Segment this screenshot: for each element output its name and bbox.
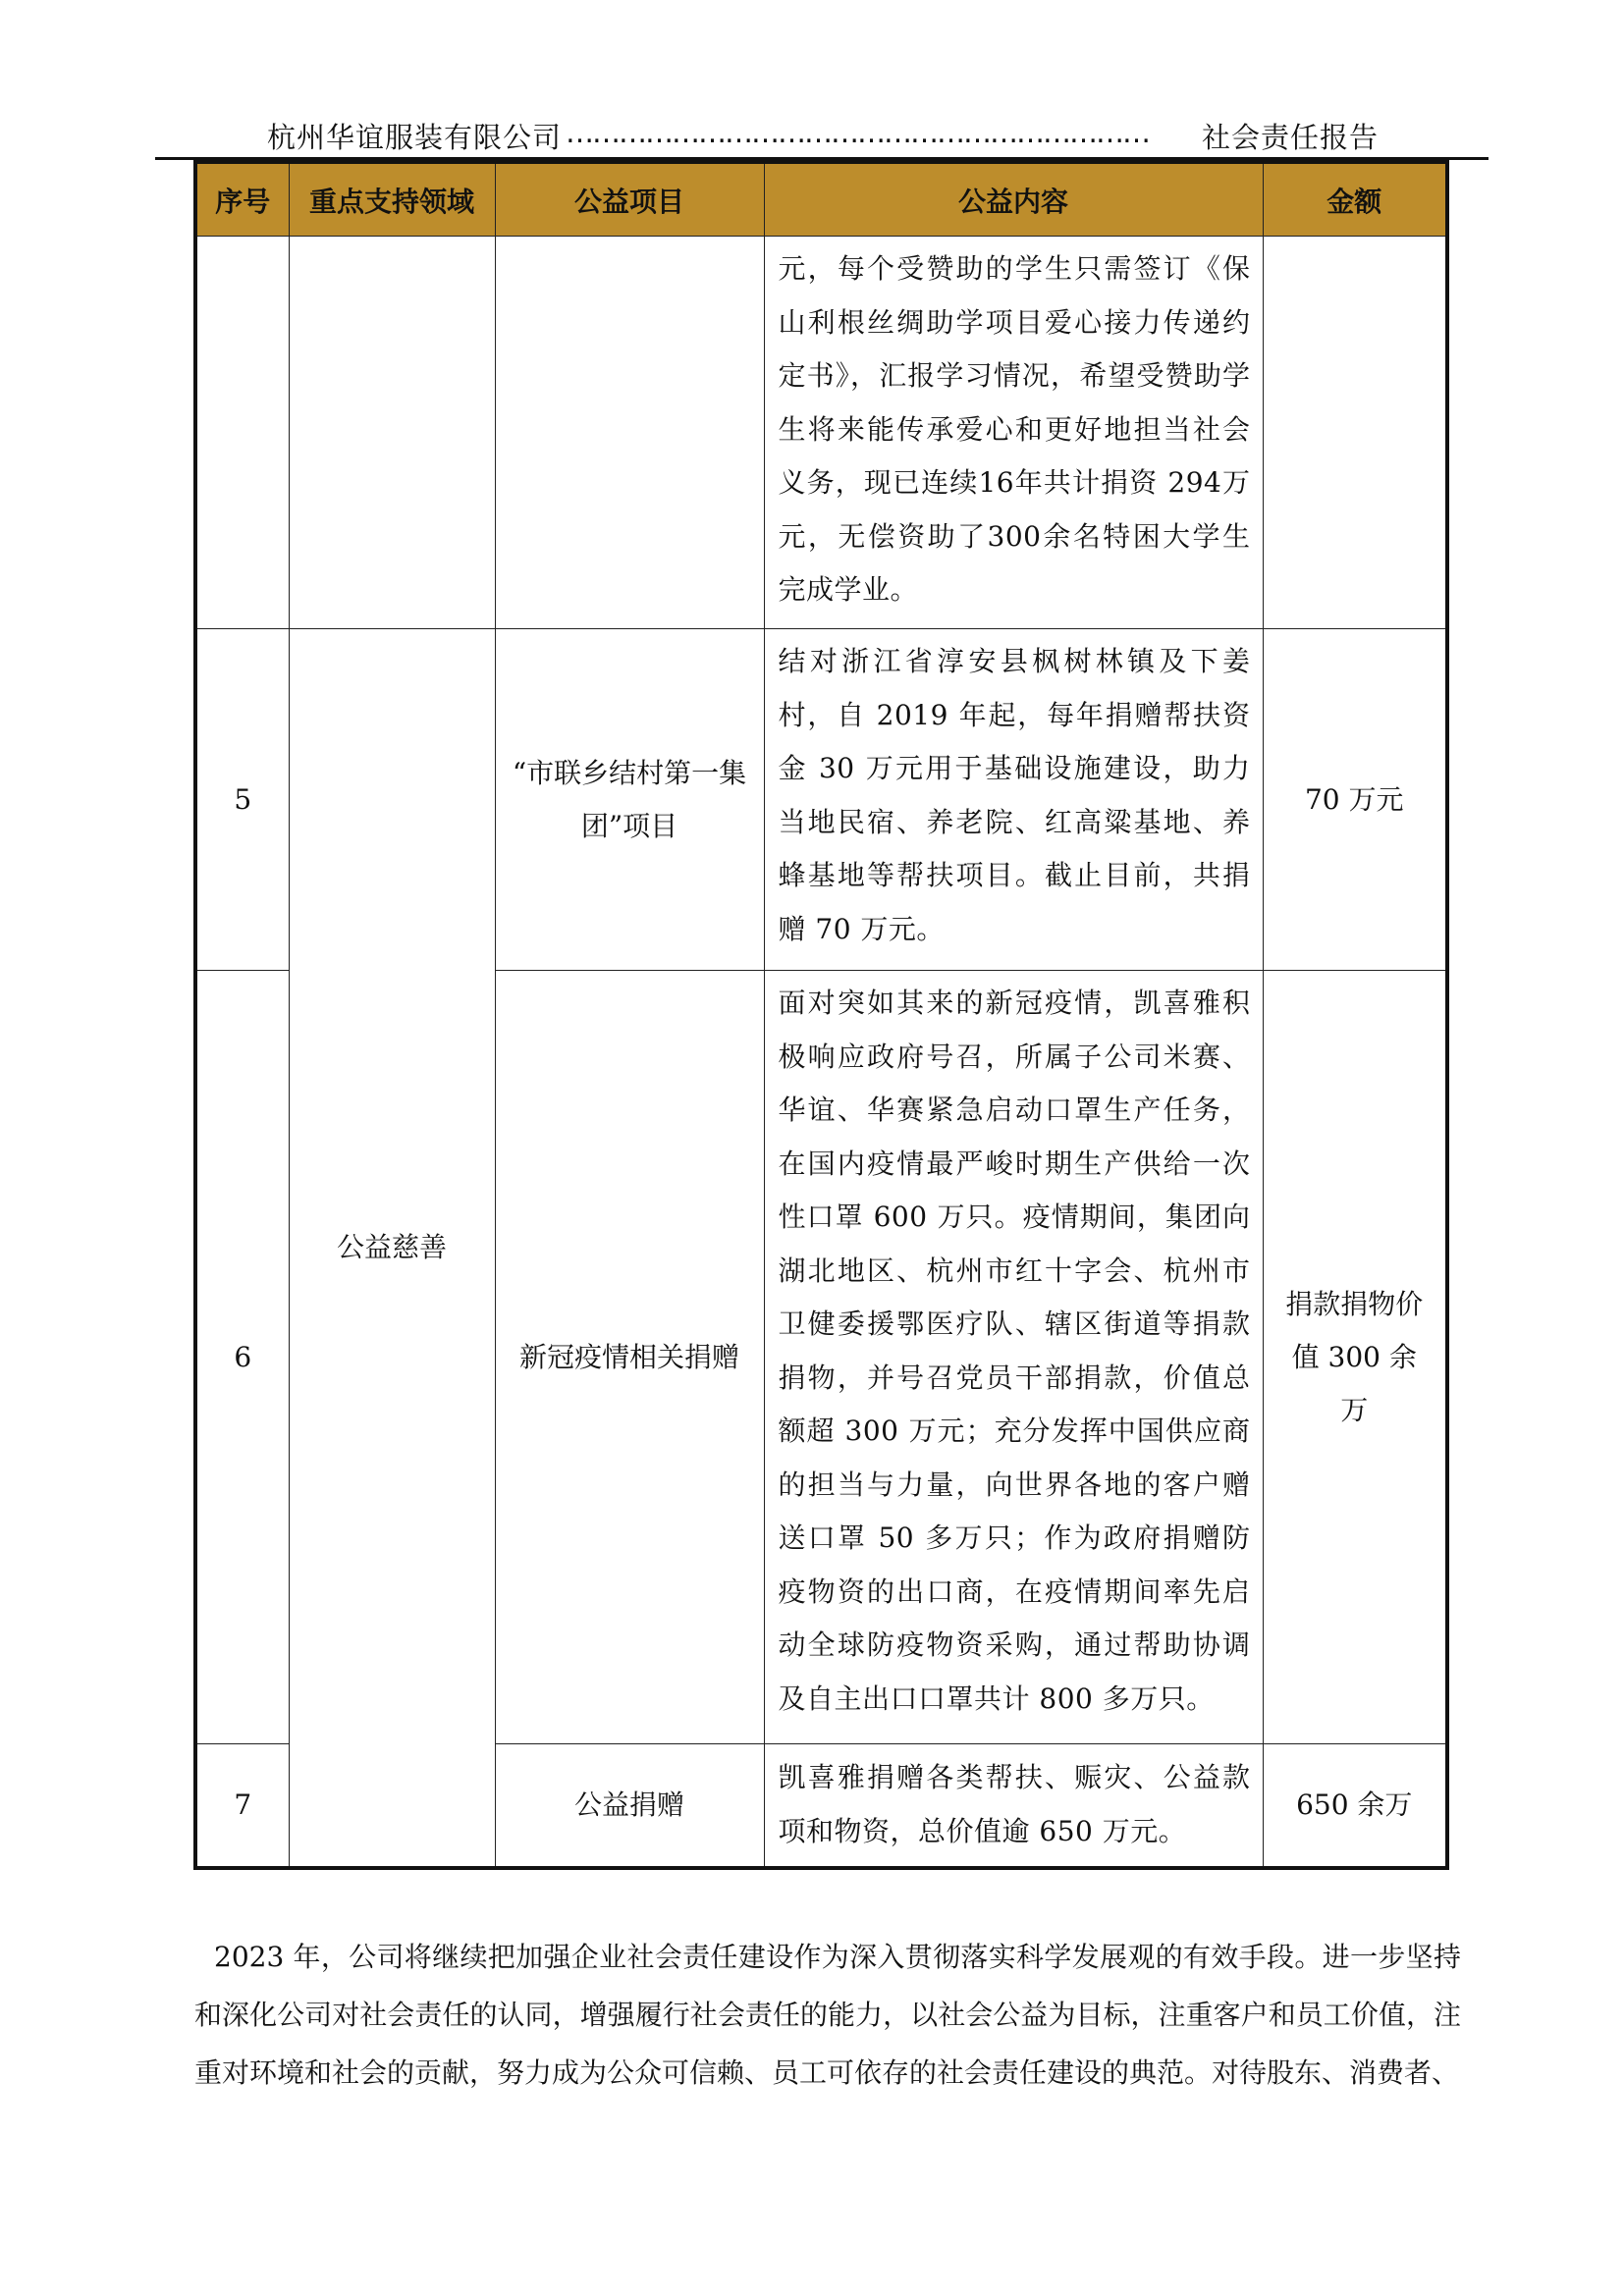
cell-project: 新冠疫情相关捐赠 [495, 971, 764, 1744]
csr-table [193, 160, 1449, 1870]
report-title: 社会责任报告 [1202, 121, 1380, 154]
cell-no [195, 237, 289, 629]
cell-project: “市联乡结村第一集团”项目 [495, 629, 764, 971]
cell-content: 凯喜雅捐赠各类帮扶、赈灾、公益款项和物资，总价值逾 650 万元。 [764, 1744, 1263, 1868]
cell-area [289, 237, 495, 629]
cell-project [495, 237, 764, 629]
closing-paragraph [194, 1928, 1461, 2102]
cell-no: 5 [195, 629, 289, 971]
table-row [195, 629, 1447, 971]
cell-amount: 70 万元 [1263, 629, 1447, 971]
cell-content: 结对浙江省淳安县枫树林镇及下姜村，自 2019 年起，每年捐赠帮扶资金 30 万元用于基础设施建设，助力当地民宿、养老院、红高粱基地、养蜂基地等帮扶项目。截止目前，共捐赠 70 万元。 [764, 629, 1263, 971]
header-no: 序号 [195, 162, 289, 237]
header-amount: 金额 [1263, 162, 1447, 237]
cell-content: 元，每个受赞助的学生只需签订《保山利根丝绸助学项目爱心接力传递约定书》，汇报学习情况，希望受赞助学生将来能传承爱心和更好地担当社会义务，现已连续16年共计捐资 294万元，无偿资助了300余名特困大学生完成学业。 [764, 237, 1263, 629]
cell-project: 公益捐赠 [495, 1744, 764, 1868]
cell-no: 7 [195, 1744, 289, 1868]
company-name: 杭州华谊服装有限公司 [267, 121, 563, 154]
header-content: 公益内容 [764, 162, 1263, 237]
cell-area: 公益慈善 [289, 629, 495, 1868]
table-row [195, 237, 1447, 629]
header-project: 公益项目 [495, 162, 764, 237]
cell-amount: 捐款捐物价值 300 余万 [1263, 971, 1447, 1744]
header-leader-dots: ………………………………………………………… [566, 116, 1149, 149]
table-header-row [195, 162, 1447, 237]
header-area: 重点支持领域 [289, 162, 495, 237]
cell-amount [1263, 237, 1447, 629]
cell-amount: 650 余万 [1263, 1744, 1447, 1868]
cell-no: 6 [195, 971, 289, 1744]
closing-paragraph-text: 2023 年，公司将继续把加强企业社会责任建设作为深入贯彻落实科学发展观的有效手段。进一步坚持和深化公司对社会责任的认同，增强履行社会责任的能力，以社会公益为目标，注重客户和员工价值，注重对环境和社会的贡献，努力成为公众可信赖、员工可依存的社会责任建设的典范。对待股东、消费者、 [194, 1941, 1461, 2089]
cell-content: 面对突如其来的新冠疫情，凯喜雅积极响应政府号召，所属子公司米赛、华谊、华赛紧急启动口罩生产任务，在国内疫情最严峻时期生产供给一次性口罩 600 万只。疫情期间，集团向湖北地区、杭州市红十字会、杭州市卫健委援鄂医疗队、辖区街道等捐款捐物，并号召党员干部捐款，价值总额超 300 万元；充分发挥中国供应商的担当与力量，向世界各地的客户赠送口罩 50 多万只；作为政府捐赠防疫物资的出口商，在疫情期间率先启动全球防疫物资采购，通过帮助协调及自主出口口罩共计 800 多万只。 [764, 971, 1263, 1744]
